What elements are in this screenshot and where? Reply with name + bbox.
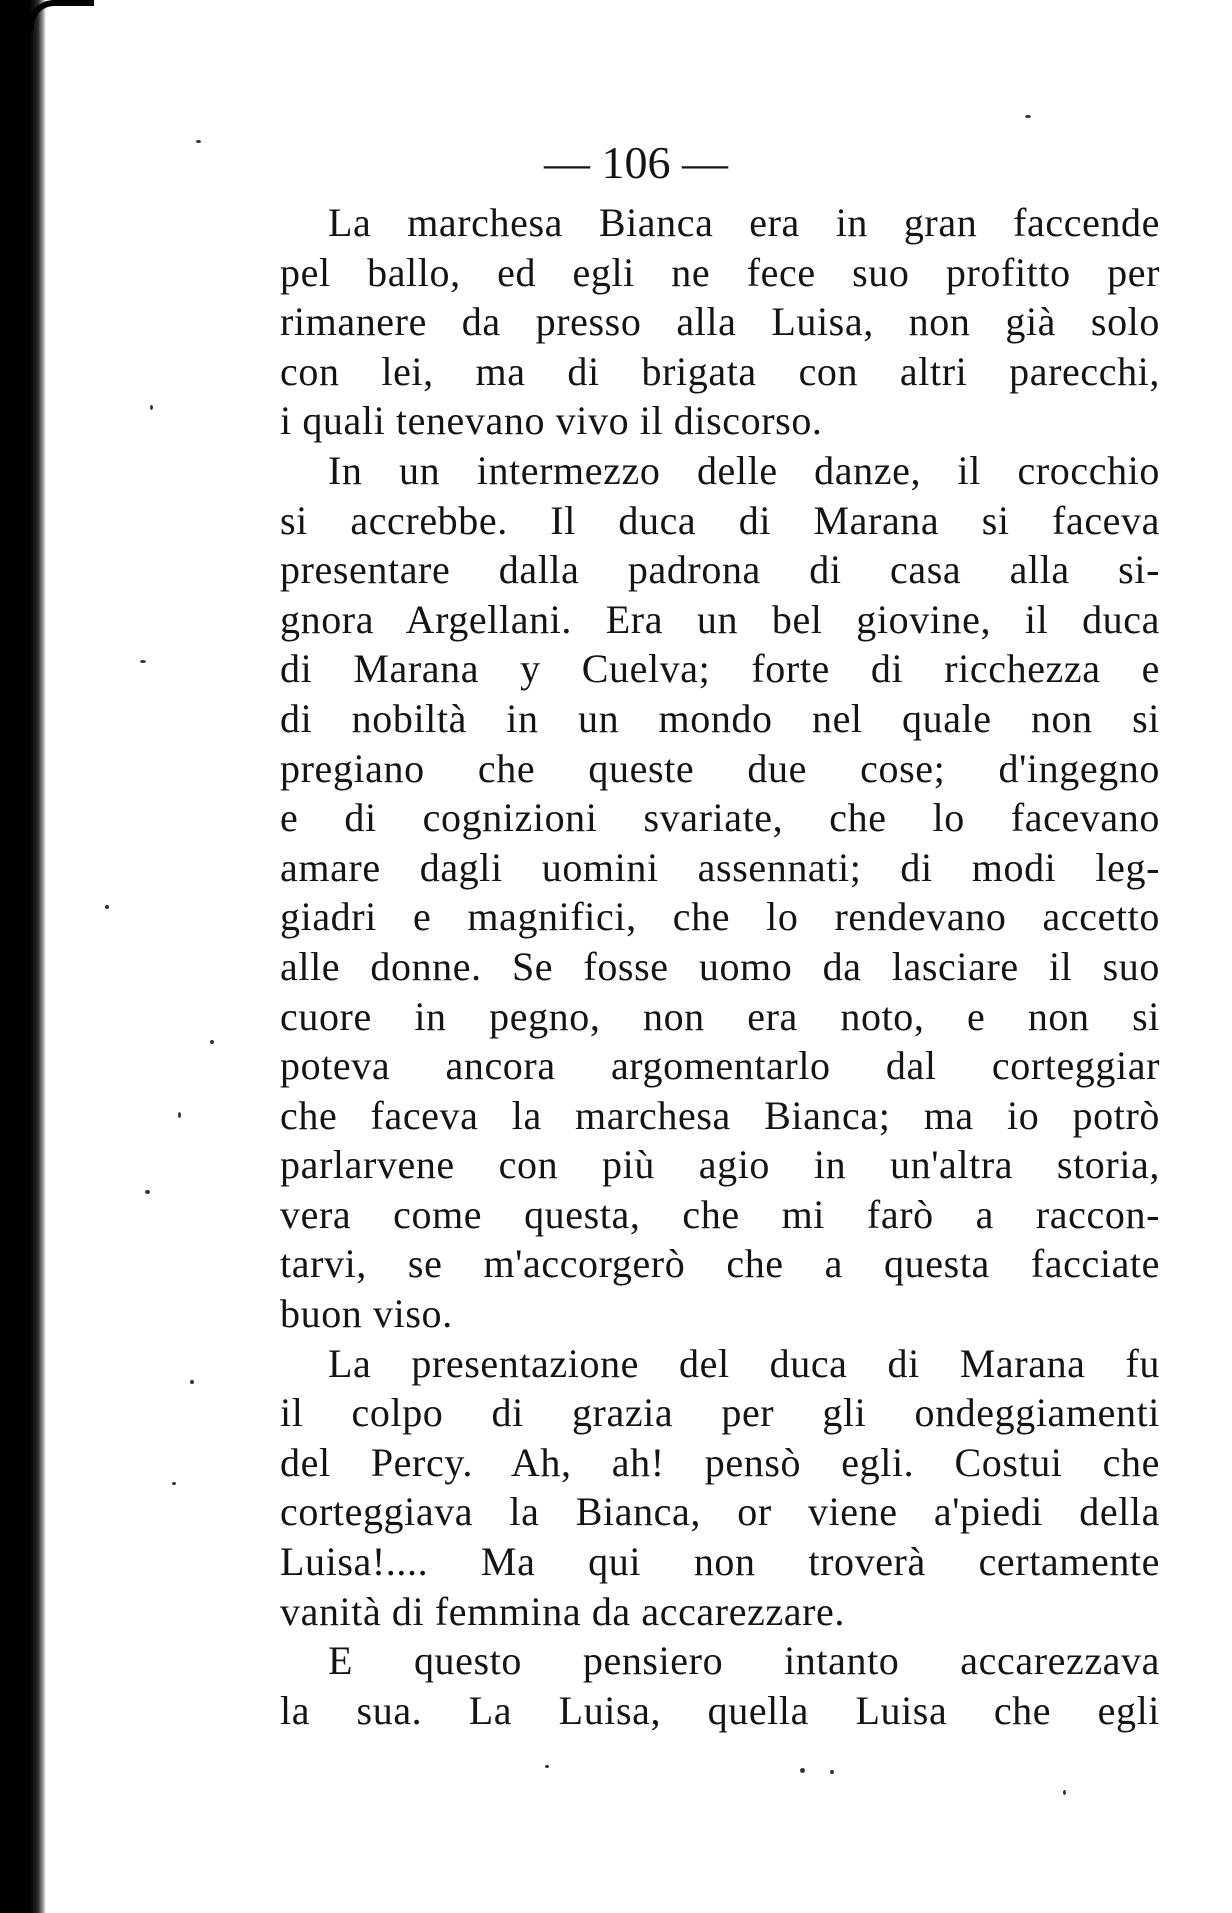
- text-line: vera come questa, che mi farò a raccon-: [280, 1191, 1160, 1237]
- text-line: In un intermezzo delle danze, il crocchio: [328, 447, 1160, 493]
- text-line: buon viso.: [280, 1291, 453, 1337]
- text-line: pel ballo, ed egli ne fece suo profitto per: [280, 249, 1160, 295]
- print-speck: [190, 1380, 194, 1384]
- text-line: gnora Argellani. Era un bel giovine, il duca: [280, 596, 1160, 642]
- text-line: vanità di femmina da accarezzare.: [280, 1588, 845, 1634]
- text-line: tarvi, se m'accorgerò che a questa facciate: [280, 1241, 1160, 1287]
- binding-corner-mark: [28, 0, 94, 30]
- print-speck: [150, 405, 153, 410]
- text-line: il colpo di grazia per gli ondeggiamenti: [280, 1390, 1160, 1436]
- text-line: del Percy. Ah, ah! pensò egli. Costui che: [280, 1439, 1160, 1485]
- text-line: si accrebbe. Il duca di Marana si faceva: [280, 497, 1160, 543]
- text-line: pregiano che queste due cose; d'ingegno: [280, 745, 1160, 791]
- text-line: alle donne. Se fosse uomo da lasciare il suo: [280, 943, 1160, 989]
- text-line: poteva ancora argomentarlo dal corteggiar: [280, 1043, 1160, 1089]
- print-speck: [830, 1770, 834, 1774]
- print-speck: [1025, 115, 1031, 118]
- text-line: con lei, ma di brigata con altri parecchi,: [280, 348, 1160, 394]
- book-binding-edge: [0, 0, 46, 1913]
- text-line: giadri e magnifici, che lo rendevano accetto: [280, 894, 1160, 940]
- text-line: parlarvene con più agio in un'altra storia,: [280, 1142, 1160, 1188]
- print-speck: [140, 660, 146, 663]
- text-line: E questo pensiero intanto accarezzava: [328, 1638, 1160, 1684]
- text-line: La marchesa Bianca era in gran faccende: [328, 200, 1160, 245]
- print-speck: [105, 905, 109, 909]
- print-speck: [172, 1482, 176, 1485]
- print-speck: [178, 1112, 181, 1118]
- text-line: che faceva la marchesa Bianca; ma io potrò: [280, 1092, 1160, 1138]
- text-line: di Marana y Cuelva; forte di ricchezza e: [280, 646, 1160, 692]
- text-line: e di cognizioni svariate, che lo facevano: [280, 795, 1160, 841]
- text-line: corteggiava la Bianca, or viene a'piedi della: [280, 1489, 1160, 1535]
- text-line: La presentazione del duca di Marana fu: [328, 1340, 1160, 1386]
- text-line: Luisa!.... Ma qui non troverà certamente: [280, 1539, 1160, 1585]
- print-speck: [210, 1040, 214, 1044]
- text-line: rimanere da presso alla Luisa, non già solo: [280, 299, 1160, 345]
- text-line: presentare dalla padrona di casa alla si-: [280, 547, 1160, 593]
- text-line: cuore in pegno, non era noto, e non si: [280, 993, 1160, 1039]
- page-number: — 106 —: [544, 137, 728, 188]
- print-speck: [800, 1768, 805, 1773]
- text-line: i quali tenevano vivo il discorso.: [280, 398, 823, 444]
- text-line: di nobiltà in un mondo nel quale non si: [280, 695, 1160, 741]
- body-text: [280, 198, 1160, 1735]
- print-speck: [545, 1765, 549, 1768]
- text-line: amare dagli uomini assennati; di modi leg-: [280, 844, 1160, 890]
- print-speck: [1063, 1790, 1066, 1795]
- print-speck: [145, 1190, 150, 1194]
- text-line: la sua. La Luisa, quella Luisa che egli: [280, 1687, 1160, 1733]
